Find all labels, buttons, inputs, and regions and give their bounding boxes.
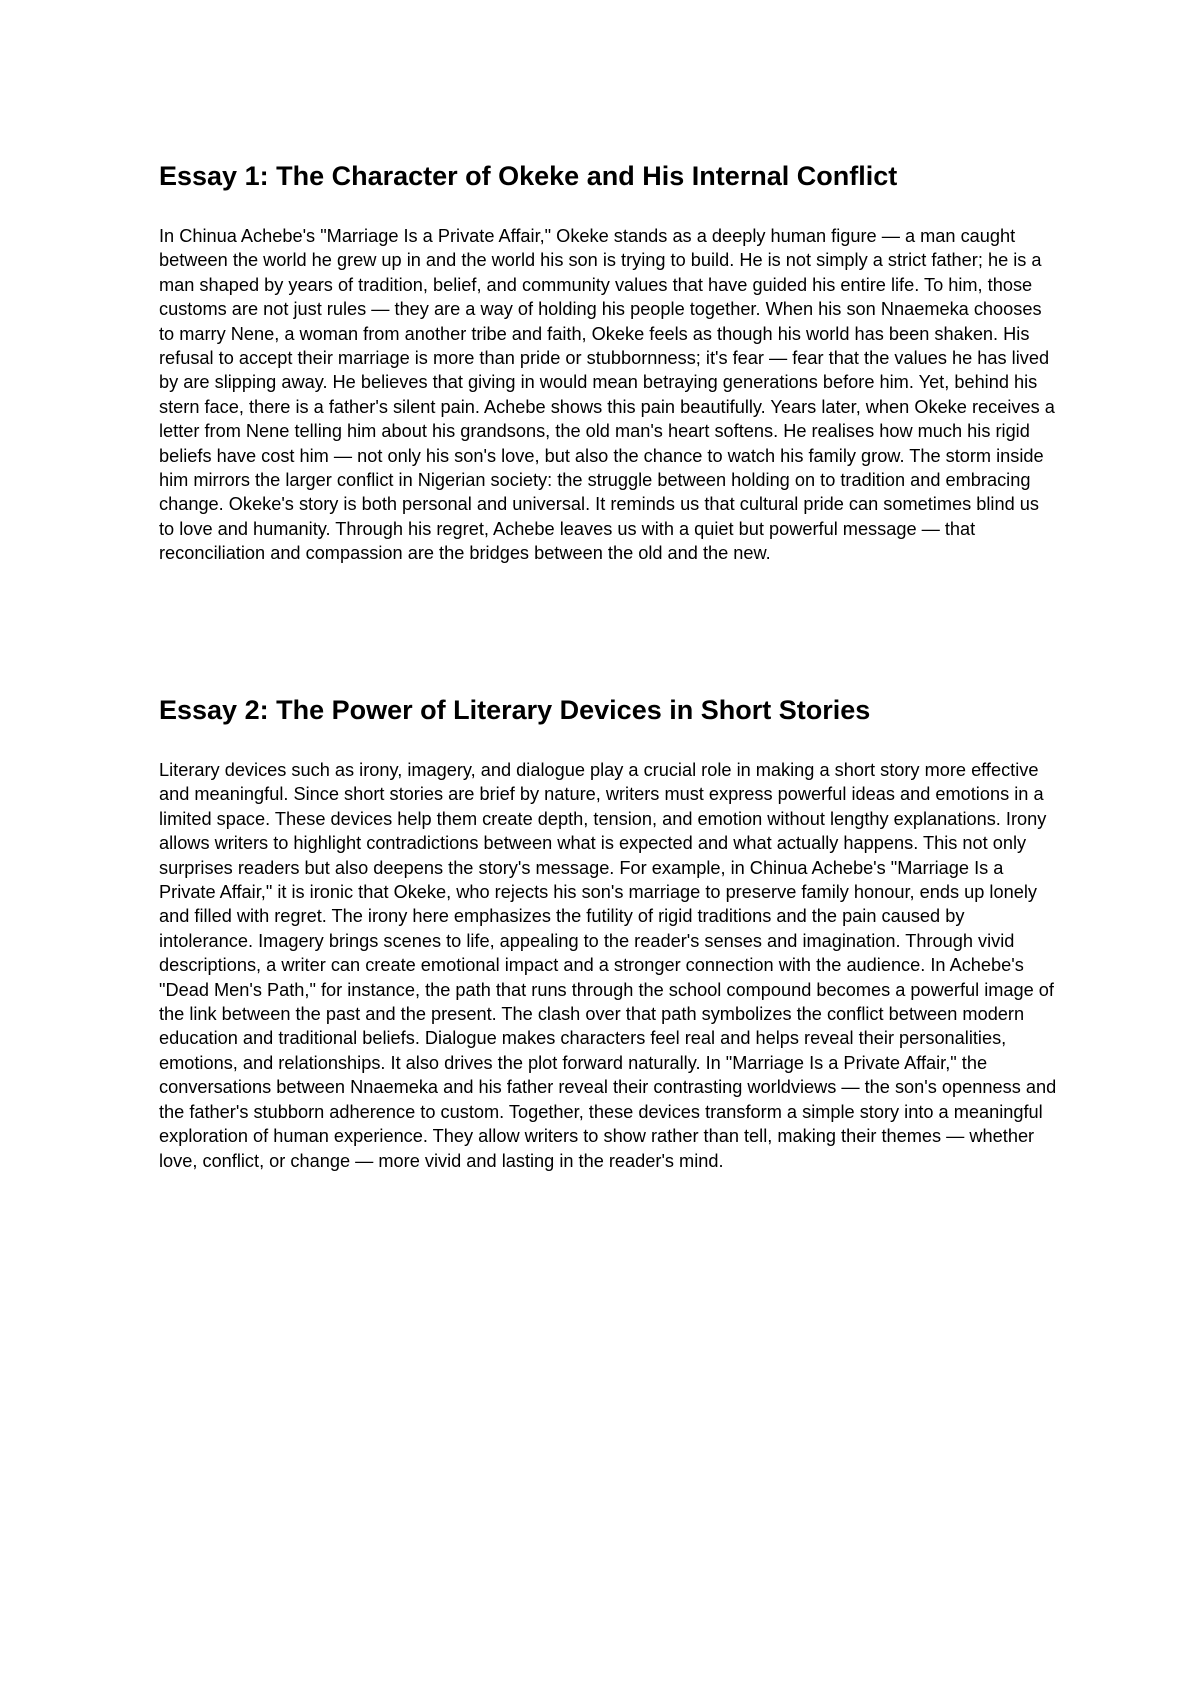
essay-2-title: Essay 2: The Power of Literary Devices in Short Stories	[159, 695, 871, 725]
essay-2	[159, 690, 1059, 1173]
essay-2-body: Literary devices such as irony, imagery, and dialogue play a crucial role in making a short story more effective and meaningful. Since short stories are brief by nature, writers must express powerful ideas and emotions in a limited space. These devices help them create depth, tension, and emotion without lengthy explanations. Irony allows writers to highlight contradictions between what is expected and what actually happens. This not only surprises readers but also deepens the story's message. For example, in Chinua Achebe's "Marriage Is a Private Affair," it is ironic that Okeke, who rejects his son's marriage to preserve family honour, ends up lonely and filled with regret. The irony here emphasizes the futility of rigid traditions and the pain caused by intolerance. Imagery brings scenes to life, appealing to the reader's senses and imagination. Through vivid descriptions, a writer can create emotional impact and a stronger connection with the audience. In Achebe's "Dead Men's Path," for instance, the path that runs through the school compound becomes a powerful image of the link between the past and the present. The clash over that path symbolizes the conflict between modern education and traditional beliefs. Dialogue makes characters feel real and helps reveal their personalities, emotions, and relationships. It also drives the plot forward naturally. In "Marriage Is a Private Affair," the conversations between Nnaemeka and his father reveal their contrasting worldviews — the son's openness and the father's stubborn adherence to custom. Together, these devices transform a simple story into a meaningful exploration of human experience. They allow writers to show rather than tell, making their themes — whether love, conflict, or change — more vivid and lasting in the reader's mind.	[159, 760, 1057, 1171]
essay-1	[159, 156, 1059, 566]
essay-1-body: In Chinua Achebe's "Marriage Is a Private Affair," Okeke stands as a deeply human figure — a man caught between the world he grew up in and the world his son is trying to build. He is not simply a strict father; he is a man shaped by years of tradition, belief, and community values that have guided his entire life. To him, those customs are not just rules — they are a way of holding his people together. When his son Nnaemeka chooses to marry Nene, a woman from another tribe and faith, Okeke feels as though his world has been shaken. His refusal to accept their marriage is more than pride or stubbornness; it's fear — fear that the values he has lived by are slipping away. He believes that giving in would mean betraying generations before him. Yet, behind his stern face, there is a father's silent pain. Achebe shows this pain beautifully. Years later, when Okeke receives a letter from Nene telling him about his grandsons, the old man's heart softens. He realises how much his rigid beliefs have cost him — not only his son's love, but also the chance to watch his family grow. The storm inside him mirrors the larger conflict in Nigerian society: the struggle between holding on to tradition and embracing change. Okeke's story is both personal and universal. It reminds us that cultural pride can sometimes blind us to love and humanity. Through his regret, Achebe leaves us with a quiet but powerful message — that reconciliation and compassion are the bridges between the old and the new.	[159, 226, 1055, 564]
essay-1-title: Essay 1: The Character of Okeke and His Internal Conflict	[159, 161, 898, 191]
